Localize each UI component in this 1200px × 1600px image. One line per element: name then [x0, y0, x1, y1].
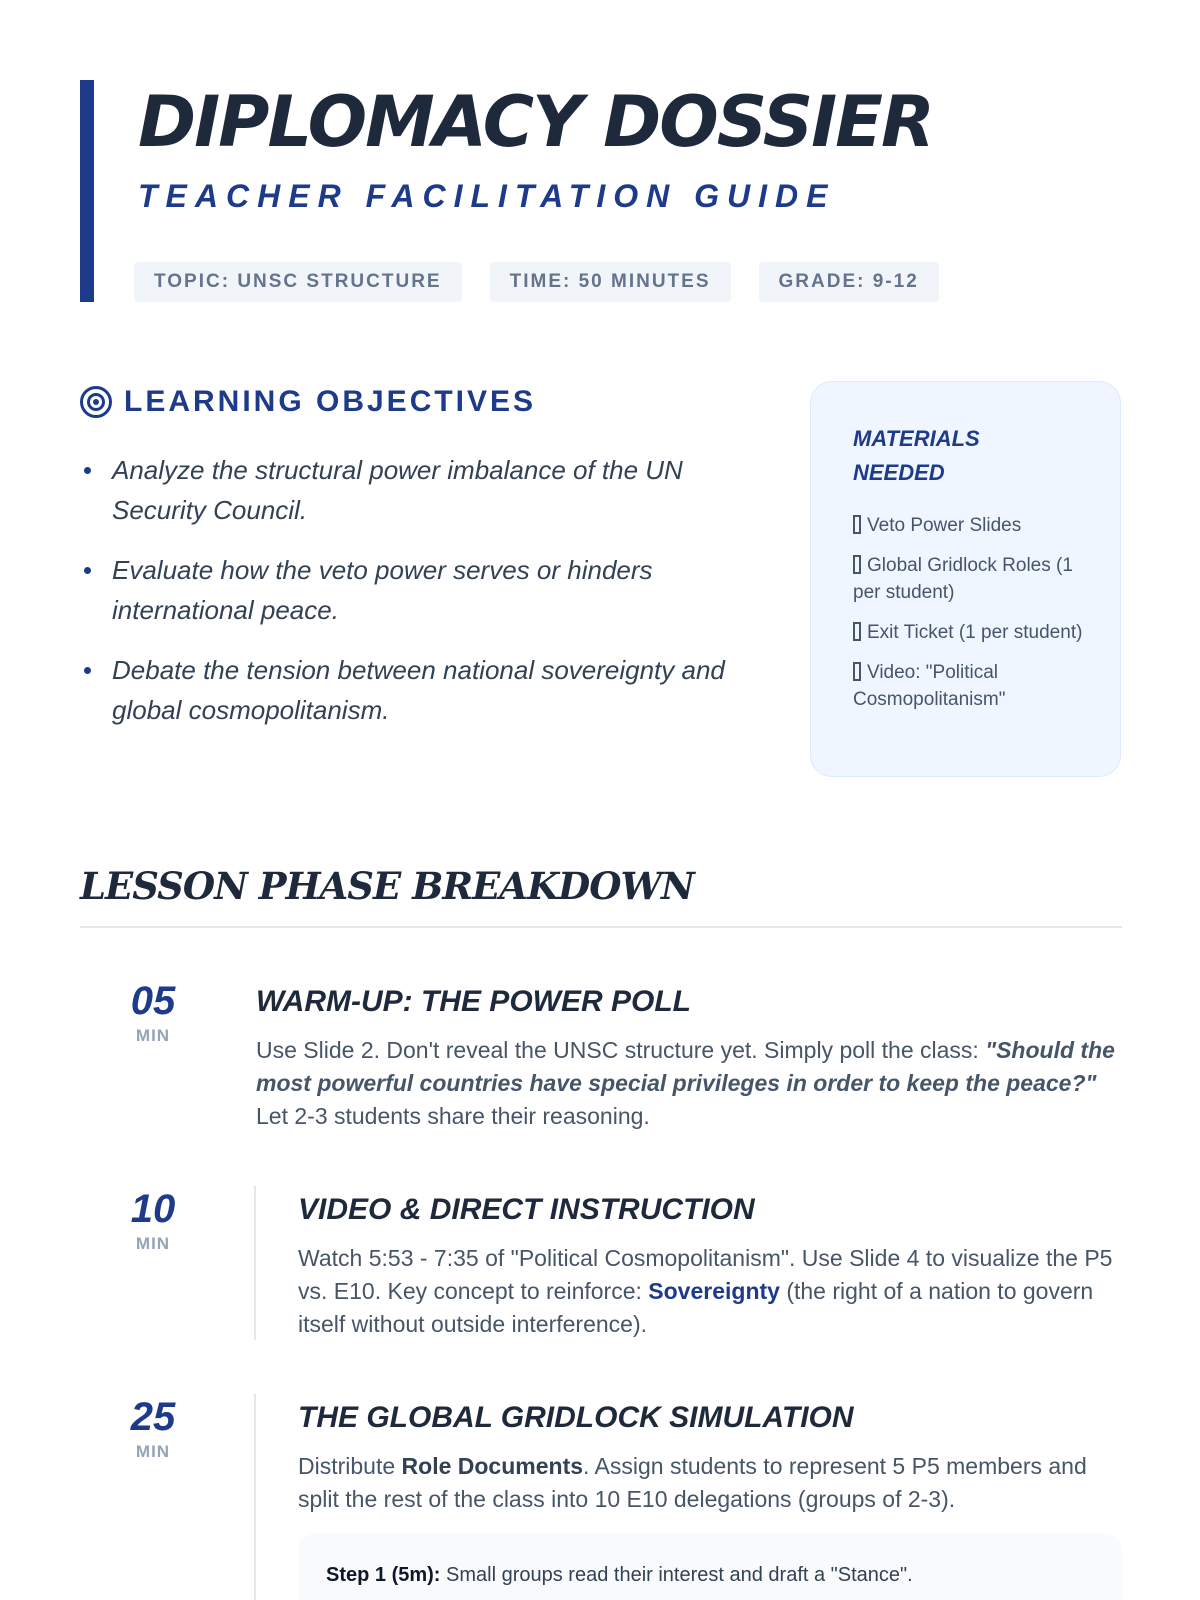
objective-item: Analyze the structural power imbalance of the UN Security Council. [80, 450, 780, 530]
phase-text: Use Slide 2. Don't reveal the UNSC structure yet. Simply poll the class: [256, 1037, 986, 1063]
phase-minutes: 10 [130, 1187, 176, 1231]
key-term: Sovereignty [648, 1278, 780, 1304]
target-icon [80, 386, 112, 418]
placeholder-glyph-icon [853, 515, 861, 534]
material-label: Veto Power Slides [867, 515, 1022, 536]
phase-timeline-line [254, 1186, 256, 1340]
phase-description [298, 1450, 1122, 1516]
step-box [298, 1534, 1122, 1600]
header [80, 80, 1120, 302]
placeholder-glyph-icon [853, 555, 861, 574]
phase-timeline-line [254, 1394, 256, 1600]
materials-card [810, 381, 1121, 777]
phase-minutes: 05 [130, 979, 176, 1023]
phase-video-instruction [80, 1186, 1122, 1340]
accent-bar [80, 80, 94, 302]
topic-tag: TOPIC: UNSC STRUCTURE [134, 262, 462, 302]
section-divider [80, 926, 1122, 928]
material-label: Exit Ticket (1 per student) [867, 622, 1083, 643]
phase-quote: "Should the most powerful countries have special privileges in order to keep the peace?" [256, 1037, 1115, 1096]
objective-item: Debate the tension between national sovereignty and global cosmopolitanism. [80, 650, 780, 730]
phase-minutes-unit: MIN [135, 1234, 171, 1253]
learning-objectives [80, 382, 780, 750]
objectives-header [80, 382, 780, 422]
tag-row [134, 262, 939, 302]
phase-description [256, 1034, 1122, 1133]
time-tag: TIME: 50 MINUTES [490, 262, 731, 302]
phase-warm-up [80, 978, 1122, 1138]
phase-minutes-unit: MIN [135, 1026, 171, 1045]
step-label: Step 1 (5m): [326, 1564, 441, 1586]
phase-title: WARM-UP: THE POWER POLL [256, 985, 691, 1018]
step-text: Small groups read their interest and draft a "Stance". [440, 1564, 913, 1586]
material-item [853, 552, 1090, 606]
phase-text: Distribute [298, 1453, 402, 1479]
materials-title: MATERIALS NEEDED [853, 426, 980, 485]
page-subtitle: TEACHER FACILITATION GUIDE [138, 178, 836, 214]
grade-tag: GRADE: 9-12 [759, 262, 939, 302]
materials-list [853, 512, 1090, 713]
phase-title: THE GLOBAL GRIDLOCK SIMULATION [298, 1401, 854, 1434]
phase-text: (the right of a nation to govern itself without outside interference). [298, 1278, 1094, 1337]
material-label: Global Gridlock Roles (1 per student) [853, 555, 1073, 603]
material-item [853, 512, 1090, 539]
placeholder-glyph-icon [853, 622, 861, 641]
material-item [853, 619, 1090, 646]
phase-gridlock-simulation [80, 1394, 1122, 1600]
phase-minutes: 25 [130, 1395, 176, 1439]
page-title: DIPLOMACY DOSSIER [138, 81, 933, 163]
phase-text: Let 2-3 students share their reasoning. [256, 1103, 650, 1129]
material-label: Video: "Political Cosmopolitanism" [853, 662, 1006, 710]
objectives-title: LEARNING OBJECTIVES [124, 385, 537, 418]
placeholder-glyph-icon [853, 662, 861, 681]
lesson-section-title: LESSON PHASE BREAKDOWN [80, 864, 694, 908]
objectives-list [80, 450, 780, 730]
phase-text: . Assign students to represent 5 P5 members and split the rest of the class into 10 E10 delegations (groups of 2-3). [298, 1453, 1087, 1512]
phase-description [298, 1242, 1122, 1341]
objective-item: Evaluate how the veto power serves or hinders international peace. [80, 550, 780, 630]
phase-title: VIDEO & DIRECT INSTRUCTION [298, 1193, 755, 1226]
material-item [853, 659, 1090, 713]
phase-minutes-unit: MIN [135, 1442, 171, 1461]
key-term: Role Documents [401, 1453, 584, 1479]
phase-text: Watch 5:53 - 7:35 of "Political Cosmopolitanism". Use Slide 4 to visualize the P5 vs. E10. Key concept to reinforce: [298, 1245, 1113, 1304]
